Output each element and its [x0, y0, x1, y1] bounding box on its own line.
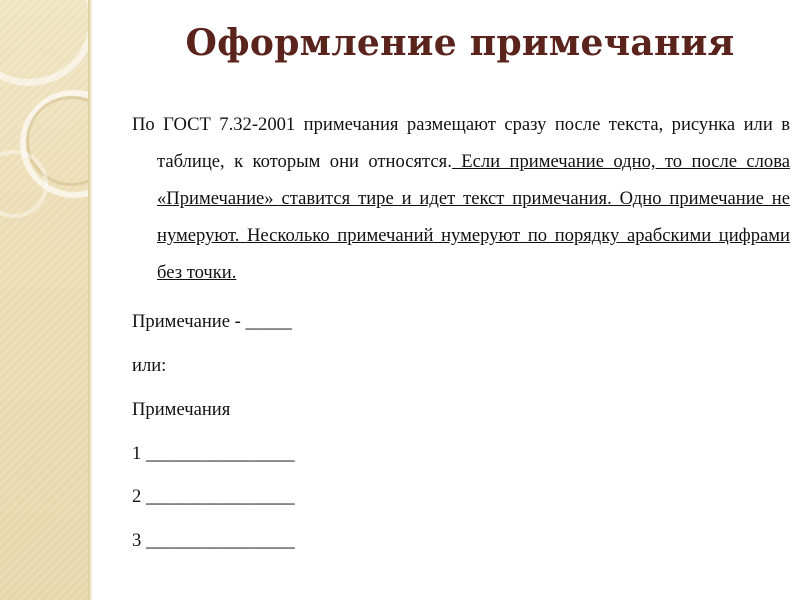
note-example-single: Примечание - _____	[132, 311, 292, 332]
paragraph-plain-text: По ГОСТ 7.32-2001 примечания размещают сразу после текста, рисунка или в таблице, к которым они относятся.	[132, 114, 790, 172]
decorative-side-panel	[0, 0, 88, 600]
notes-heading: Примечания	[132, 399, 231, 420]
paragraph-underlined-text: Если примечание одно, то после слова «Примечание» ставится тире и идет текст примечания. Одно примечание не нумеруют. Несколько примечаний нумеруют по порядку арабскими цифрами без точки.	[157, 151, 790, 283]
note-line-3: 3 ________________	[132, 530, 295, 551]
body-paragraph	[132, 106, 790, 291]
slide-title: Оформление примечания	[185, 22, 735, 64]
note-line-2: 2 ________________	[132, 486, 295, 507]
side-panel-edge	[88, 0, 93, 600]
note-line-1: 1 ________________	[132, 443, 295, 464]
or-label: или:	[132, 355, 167, 376]
